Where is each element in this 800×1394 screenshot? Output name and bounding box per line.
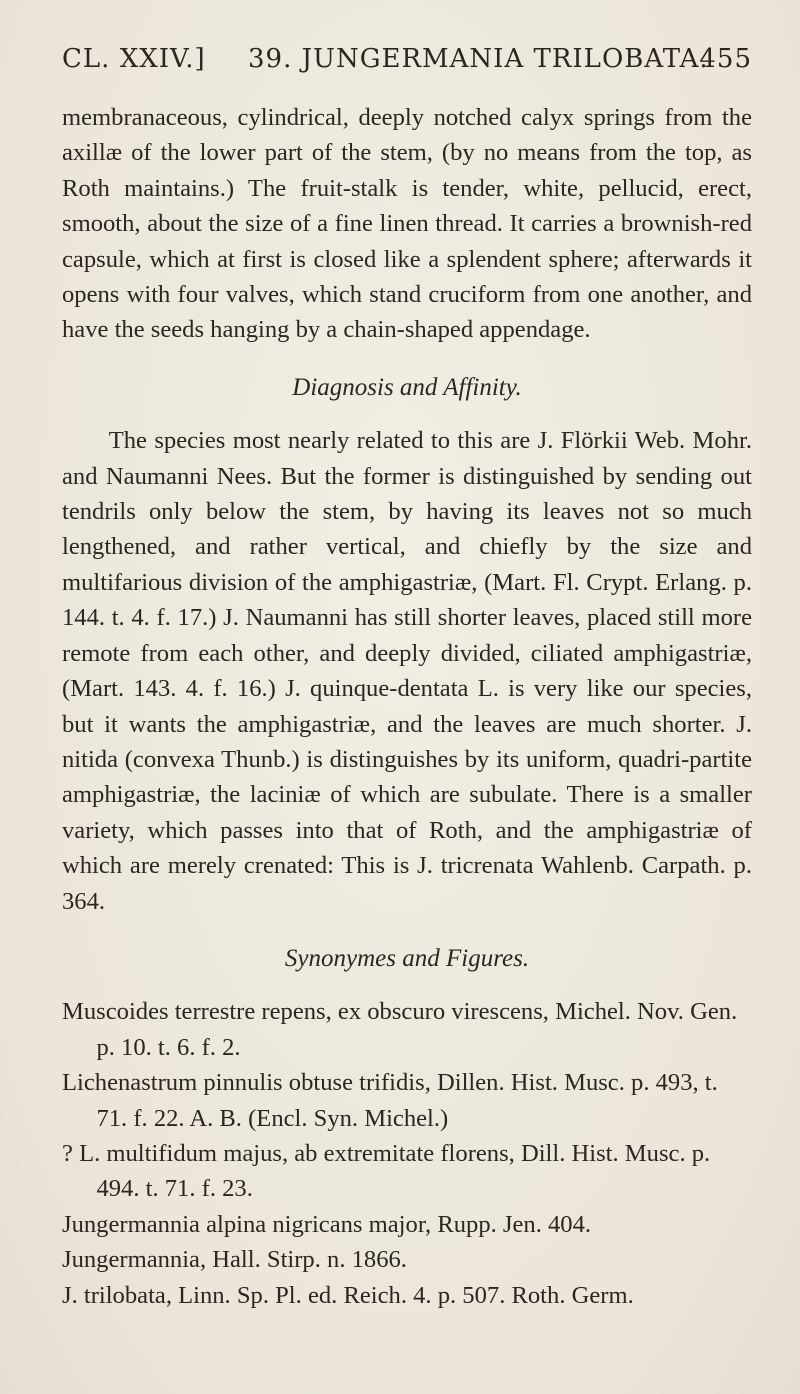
synonym-entry: Jungermannia alpina nigricans major, Rupp. Jen. 404. bbox=[62, 1210, 592, 1238]
synonym-entry: Lichenastrum pinnulis obtuse trifidis, Dillen. Hist. Musc. p. 493, t. 71. f. 22. A. B. (Encl. Syn. Michel.) bbox=[62, 1069, 718, 1132]
body-text bbox=[62, 100, 752, 1313]
synonym-entry: J. trilobata, Linn. Sp. Pl. ed. Reich. 4. p. 507. Roth. Germ. bbox=[62, 1281, 634, 1309]
synonym-list bbox=[62, 994, 752, 1313]
heading-diagnosis: Diagnosis and Affinity. bbox=[292, 373, 522, 401]
paragraph-description: membranaceous, cylindrical, deeply notched calyx springs from the axillæ of the lower part of the stem, (by no means from the top, as Roth maintains.) The fruit-stalk is tender, white, pellucid, erect, smooth, about the size of a fine linen thread. It carries a brownish-red capsule, which at first is closed like a splendent sphere; afterwards it opens with four valves, which stand cruciform from one another, and have the seeds hanging by a chain-shaped appendage. bbox=[62, 104, 752, 344]
paragraph-affinity: The species most nearly related to this are J. Flörkii Web. Mohr. and Naumanni Nees. But the former is distinguished by sending out tendrils only below the stem, by having its leaves not so much lengthened, and rather vertical, and chiefly by the size and multifarious division of the amphigastriæ, (Mart. Fl. Crypt. Erlang. p. 144. t. 4. f. 17.) J. Naumanni has still shorter leaves, placed still more remote from each other, and deeply divided, ciliated amphigastriæ, (Mart. 143. 4. f. 16.) J. quinque-dentata L. is very like our species, but it wants the amphigastriæ, and the leaves are much shorter. J. nitida (convexa Thunb.) is distinguishes by its uniform, quadri-partite amphigastriæ, the laciniæ of which are subulate. There is a smaller variety, which passes into that of Roth, and the amphigastriæ of which are merely crenated: This is J. tricrenata Wahlenb. Carpath. p. 364. bbox=[62, 427, 752, 915]
synonym-entry: ? L. multifidum majus, ab extremitate florens, Dill. Hist. Musc. p. 494. t. 71. f. 23. bbox=[62, 1139, 711, 1203]
page-title: 39. JUNGERMANIA TRILOBATA. bbox=[248, 44, 709, 74]
page-number: 455 bbox=[699, 44, 752, 74]
heading-synonymes: Synonymes and Figures. bbox=[284, 944, 530, 972]
synonym-entry: Jungermannia, Hall. Stirp. n. 1866. bbox=[62, 1246, 407, 1274]
running-header bbox=[62, 44, 752, 84]
chapter-reference: CL. XXIV.] bbox=[62, 44, 206, 74]
synonym-entry: Muscoides terrestre repens, ex obscuro virescens, Michel. Nov. Gen. p. 10. t. 6. f. 2. bbox=[62, 998, 738, 1061]
